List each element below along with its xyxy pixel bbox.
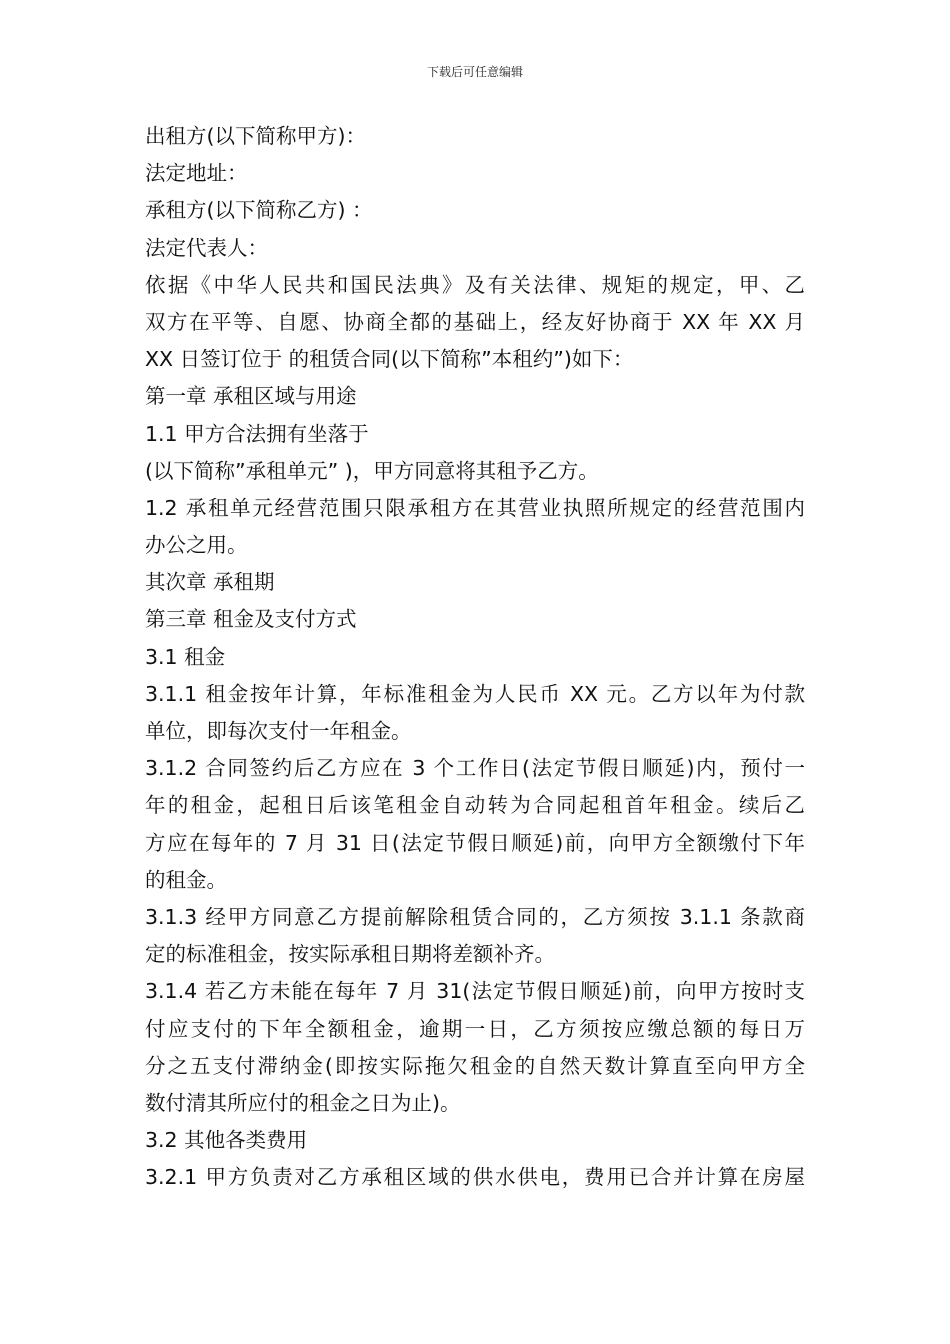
document-line: 1.2 承租单元经营范围只限承租方在其营业执照所规定的经营范围内 <box>145 495 805 520</box>
document-line: 第三章 租金及支付方式 <box>145 607 357 632</box>
document-line: 3.1.3 经甲方同意乙方提前解除租赁合同的，乙方须按 3.1.1 条款商 <box>145 904 805 929</box>
document-line: 3.1.1 租金按年计算，年标准租金为人民币 XX 元。乙方以年为付款 <box>145 681 805 706</box>
document-line: 办公之用。 <box>145 533 248 558</box>
document-line: 3.1.4 若乙方未能在每年 7 月 31(法定节假日顺延)前，向甲方按时支 <box>145 979 805 1004</box>
document-line: 其次章 承租期 <box>145 570 275 595</box>
document-line: 3.1.2 合同签约后乙方应在 3 个工作日(法定节假日顺延)内，预付一 <box>145 756 805 781</box>
document-line: 付应支付的下年全额租金，逾期一日，乙方须按应缴总额的每日万 <box>145 1016 805 1041</box>
document-line: 方应在每年的 7 月 31 日(法定节假日顺延)前，向甲方全额缴付下年 <box>145 830 805 855</box>
document-line: 分之五支付滞纳金(即按实际拖欠租金的自然天数计算直至向甲方全 <box>145 1053 805 1078</box>
document-line: 1.1 甲方合法拥有坐落于 <box>145 421 369 446</box>
document-line: XX 日签订位于 的租赁合同(以下简称”本租约”)如下： <box>145 347 634 372</box>
document-line: 年的租金，起租日后该笔租金自动转为合同起租首年租金。续后乙 <box>145 793 805 818</box>
document-line: 定的标准租金，按实际承租日期将差额补齐。 <box>145 942 555 967</box>
document-line: 法定代表人： <box>145 235 268 260</box>
page-header: 下载后可任意编辑 <box>426 65 523 79</box>
document-line: 依据《中华人民共和国民法典》及有关法律、规矩的规定，甲、乙 <box>145 272 805 297</box>
document-line: 第一章 承租区域与用途 <box>145 384 357 409</box>
document-line: 的租金。 <box>145 867 227 892</box>
document-line: (以下简称”承租单元” )，甲方同意将其租予乙方。 <box>145 458 599 483</box>
document-line: 3.1 租金 <box>145 644 226 669</box>
document-line: 双方在平等、自愿、协商全都的基础上，经友好协商于 XX 年 XX 月 <box>145 309 805 334</box>
document-line: 3.2.1 甲方负责对乙方承租区域的供水供电，费用已合并计算在房屋 <box>145 1165 805 1190</box>
document-line: 3.2 其他各类费用 <box>145 1128 308 1153</box>
document-line: 承租方(以下简称乙方) ： <box>145 198 373 223</box>
document-body <box>145 118 805 1196</box>
document-line: 数付清其所应付的租金之日为止)。 <box>145 1090 461 1115</box>
document-line: 出租方(以下简称甲方)： <box>145 124 366 148</box>
document-line: 法定地址： <box>145 161 248 186</box>
document-line: 单位，即每次支付一年租金。 <box>145 719 412 743</box>
